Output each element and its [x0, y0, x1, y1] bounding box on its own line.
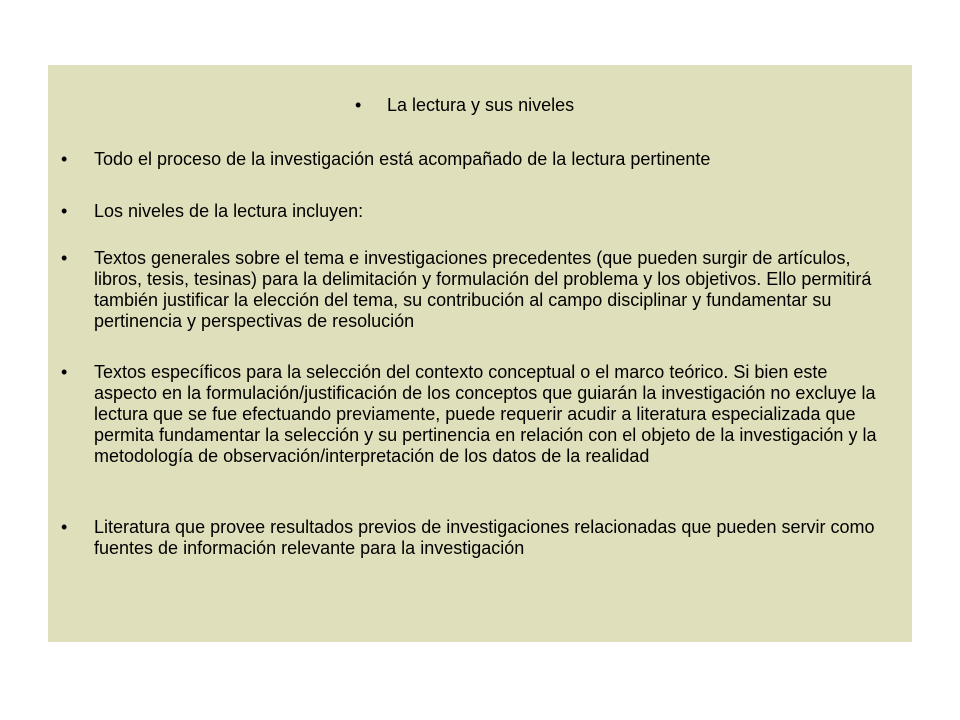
bullet-text: Literatura que provee resultados previos de investigaciones relacionadas que pueden servir como fuentes de información relevante para la investigación — [94, 517, 875, 558]
bullet-marker: • — [355, 95, 362, 115]
slide-title: La lectura y sus niveles — [387, 95, 575, 115]
bullet-text: Los niveles de la lectura incluyen: — [94, 201, 364, 221]
bullet-text: Textos específicos para la selección del contexto conceptual o el marco teórico. Si bien este aspecto en la formulación/justificación de los conceptos que guiarán la investigación no excluye la lectura que se fue efectuando previamente, puede requerir acudir a literatura especializada que permita fundamentar la selección y su pertinencia en relación con el objeto de la investigación y la metodología de observación/interpretación de los datos de la realidad — [94, 362, 877, 466]
slide-title-item — [355, 95, 775, 116]
bullet-item-3 — [61, 248, 881, 332]
bullet-marker: • — [61, 149, 68, 169]
bullet-text: Todo el proceso de la investigación está acompañado de la lectura pertinente — [94, 149, 711, 169]
bullet-item-5 — [61, 517, 881, 559]
bullet-marker: • — [61, 248, 68, 268]
bullet-marker: • — [61, 517, 68, 537]
slide-panel — [48, 65, 912, 642]
bullet-marker: • — [61, 362, 68, 382]
bullet-text: Textos generales sobre el tema e investigaciones precedentes (que pueden surgir de artículos, libros, tesis, tesinas) para la delimitación y formulación del problema y los objetivos. Ello permitirá también justificar la elección del tema, su contribución al campo disciplinar y fundamentar su pertinencia y perspectivas de resolución — [94, 248, 872, 331]
bullet-item-1 — [61, 149, 881, 170]
bullet-item-4 — [61, 362, 881, 467]
bullet-item-2 — [61, 201, 881, 222]
bullet-marker: • — [61, 201, 68, 221]
